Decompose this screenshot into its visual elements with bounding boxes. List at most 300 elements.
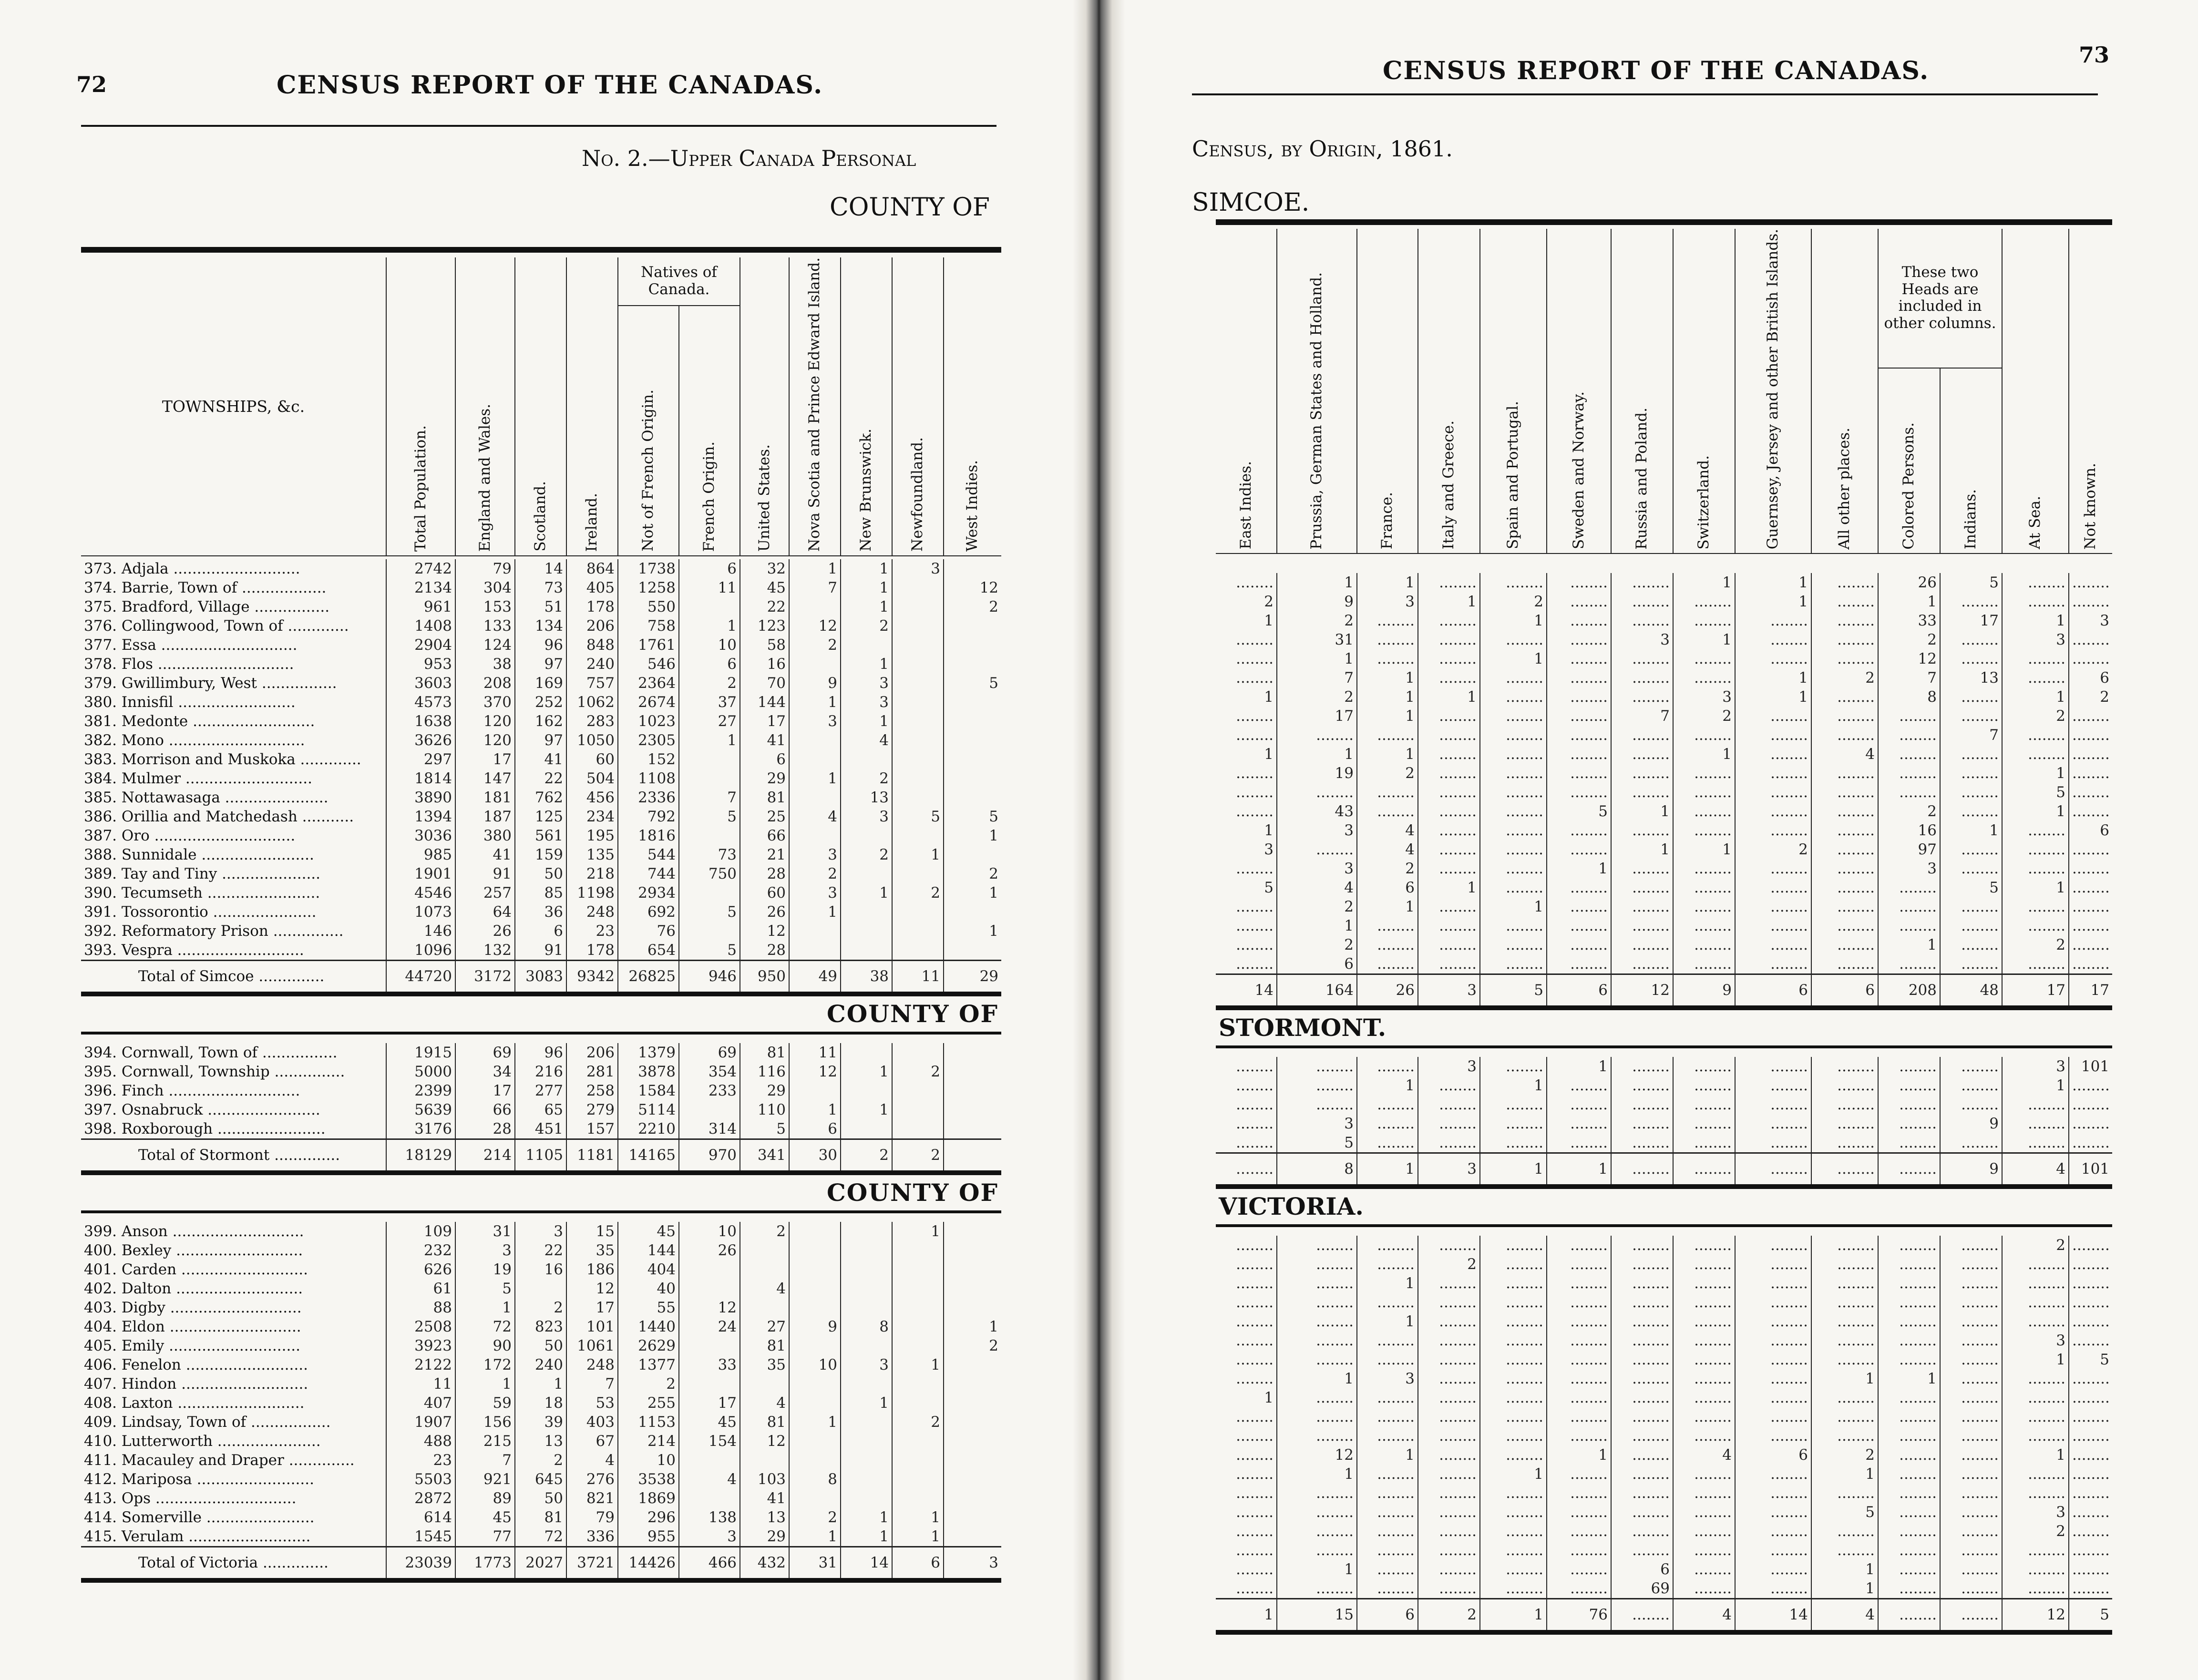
cell: ........ [1547,1350,1611,1369]
cell: ........ [1547,1465,1611,1484]
cell: ........ [1418,954,1480,974]
table-row [81,635,1001,655]
table-row [1216,1312,2112,1331]
cell: ........ [1236,1465,1274,1483]
cell: ........ [1811,859,1878,878]
cell: 1 [1277,573,1357,592]
cell: 81 [740,1336,789,1355]
cell: 1 [2002,611,2069,630]
cell [944,616,1001,635]
cell: ........ [1811,1522,1878,1541]
cell: ........ [1735,1350,1811,1369]
cell: ........ [1673,783,1735,802]
total-cell: ........ [1735,1153,1811,1187]
cell: ........ [1547,1407,1611,1426]
cell: ........ [1480,1541,1547,1560]
cell: ........ [1547,1484,1611,1503]
cell: ........ [1611,1236,1673,1255]
cell: ........ [1236,1504,1274,1521]
total-cell: 214 [455,1139,515,1173]
cell: 3603 [386,674,455,693]
cell: 91 [455,864,515,883]
cell: ........ [1673,1312,1735,1331]
cell [892,1432,944,1451]
cell: ........ [1811,630,1878,649]
total-cell: 30 [789,1139,841,1173]
cell: ........ [1480,1255,1547,1274]
cell: ........ [1673,1255,1735,1274]
cell: ........ [1547,840,1611,859]
cell: 8 [1878,687,1940,707]
cell: 3 [2002,1057,2069,1076]
cell: ........ [2069,1560,2112,1579]
cell: ........ [1811,592,1878,611]
cell: 3 [1357,592,1418,611]
cell: 50 [515,1489,566,1508]
cell [789,1432,841,1451]
cell: ........ [1418,1293,1480,1312]
cell [892,1336,944,1355]
cell: ........ [1277,1076,1357,1095]
left-running-head: CENSUS REPORT OF THE CANADAS. [277,71,823,100]
cell: 3036 [386,826,455,845]
cell: ........ [1940,1579,2002,1599]
cell: 89 [455,1489,515,1508]
cell: ........ [1418,897,1480,916]
cell: 1 [515,1374,566,1393]
cell: 172 [455,1355,515,1374]
cell: ........ [1673,1331,1735,1350]
cell: ........ [1940,745,2002,764]
cell: 1440 [618,1317,679,1336]
cell: ........ [1547,935,1611,954]
cell: 88 [386,1298,455,1317]
cell: ........ [1735,611,1811,630]
cell: 2 [2069,687,2112,707]
cell [944,1043,1001,1062]
cell [944,845,1001,864]
cell: ........ [1735,1114,1811,1133]
cell: 215 [455,1432,515,1451]
left-page [0,0,1073,1680]
cell: ........ [1811,1274,1878,1293]
total-cell: 3 [1418,974,1480,1008]
cell [740,1298,789,1317]
cell: 1 [1357,897,1418,916]
header-col-2 [1357,229,1418,553]
cell: 1 [944,1317,1001,1336]
header-col-2 [515,257,566,556]
cell: 29 [740,1527,789,1547]
cell: 69 [455,1043,515,1062]
cell [841,1119,892,1139]
cell: ........ [1811,1293,1878,1312]
cell [944,693,1001,712]
cell: 6 [789,1119,841,1139]
cell: 3626 [386,731,455,750]
cell [892,750,944,769]
township-name: 389. Tay and Tiny ..................... [84,865,320,883]
right-page-number: 73 [2079,42,2110,68]
cell: ........ [2069,1579,2112,1599]
cell: ........ [1418,821,1480,840]
cell: 5 [944,807,1001,826]
township-name: 378. Flos ............................. [84,656,294,673]
cell: ........ [1236,1408,1274,1426]
cell: 488 [386,1432,455,1451]
cell: ........ [1277,1426,1357,1445]
cell: ........ [1878,1293,1940,1312]
cell: ........ [1277,783,1357,802]
cell: 37 [679,693,740,712]
cell: ........ [1878,1579,1940,1599]
cell: ........ [1418,573,1480,592]
total-row [1216,1599,2112,1633]
cell: ........ [1236,1580,1274,1598]
header-col-label: Not known. [2082,462,2099,550]
total-cell: 101 [2069,1153,2112,1187]
table-row [1216,573,2112,592]
cell: ........ [1673,1465,1735,1484]
header-col-9 [892,257,944,556]
cell [944,1489,1001,1508]
table-row [81,731,1001,750]
cell: 248 [566,1355,618,1374]
cell: 985 [386,845,455,864]
cell: ........ [1940,1407,2002,1426]
cell: 208 [455,674,515,693]
cell: 1 [1277,1560,1357,1579]
cell: 2 [679,674,740,693]
cell [892,1374,944,1393]
cell: 97 [515,731,566,750]
cell: ........ [1418,1407,1480,1426]
total-cell: 49 [789,961,841,994]
cell: ........ [2002,1426,2069,1445]
cell: ........ [1357,726,1418,745]
total-cell: 12 [2002,1599,2069,1633]
cell: 380 [455,826,515,845]
cell: ........ [1878,1465,1940,1484]
cell: ........ [1418,630,1480,649]
township-name: 383. Morrison and Muskoka ............. [84,751,361,768]
cell: ........ [1480,1057,1547,1076]
cell: 1 [1418,592,1480,611]
cell [892,597,944,616]
cell: 2 [841,769,892,788]
cell: 72 [515,1527,566,1547]
cell: ........ [1611,897,1673,916]
cell: ........ [1547,1095,1611,1114]
cell: ........ [1735,821,1811,840]
cell: 25 [740,807,789,826]
cell: ........ [1878,1133,1940,1153]
cell: ........ [1236,1351,1274,1369]
total-cell: 14426 [618,1547,679,1581]
cell: ........ [1418,707,1480,726]
township-name: 376. Collingwood, Town of ............. [84,617,349,635]
cell: ........ [1547,726,1611,745]
cell: 22 [515,1241,566,1260]
cell [892,655,944,674]
cell [944,902,1001,922]
cell: ........ [1357,1331,1418,1350]
cell: ........ [1480,1522,1547,1541]
cell: ........ [1547,1388,1611,1407]
cell: ........ [1878,1522,1940,1541]
cell: 1 [1418,878,1480,897]
cell: 1 [841,712,892,731]
cell: 1 [841,1527,892,1547]
total-cell: 466 [679,1547,740,1581]
cell: ........ [1357,935,1418,954]
cell: ........ [1811,726,1878,745]
total-cell: 2027 [515,1547,566,1581]
right-caption-line2: SIMCOE. [1192,188,1310,217]
cell: 81 [740,1043,789,1062]
cell: 7 [455,1451,515,1470]
cell: 2 [1277,611,1357,630]
cell: 1901 [386,864,455,883]
cell: ........ [2002,726,2069,745]
cell: 404 [618,1260,679,1279]
cell: ........ [1878,1331,1940,1350]
cell: 59 [455,1393,515,1413]
cell: 3 [1611,630,1673,649]
cell: ........ [1236,1313,1274,1331]
cell: ........ [1611,1095,1673,1114]
header-col-label: Guernsey, Jersey and other British Islands. [1764,229,1782,550]
total-cell: 31 [789,1547,841,1581]
cell: 2674 [618,693,679,712]
cell: ........ [1611,1388,1673,1407]
cell: 35 [566,1241,618,1260]
total-cell: 2 [1418,1599,1480,1633]
cell: ........ [1940,1076,2002,1095]
cell: 103 [740,1470,789,1489]
cell: ........ [1940,707,2002,726]
cell: ........ [1611,1114,1673,1133]
cell: ........ [2069,1331,2112,1350]
cell: 5 [1277,1133,1357,1153]
cell: ........ [1418,1095,1480,1114]
total-cell: 2 [841,1139,892,1173]
cell [892,578,944,597]
cell [892,1119,944,1139]
cell: ........ [1480,1312,1547,1331]
cell [789,655,841,674]
cell: 154 [679,1432,740,1451]
cell: ........ [1480,821,1547,840]
cell: ........ [2069,726,2112,745]
cell: 2904 [386,635,455,655]
cell: 1 [2002,764,2069,783]
table-row [1216,745,2112,764]
cell: ........ [1547,1076,1611,1095]
cell: 5 [740,1119,789,1139]
total-cell: 11 [892,961,944,994]
cell: ........ [1611,1503,1673,1522]
cell: 22 [515,769,566,788]
cell: ........ [1277,1255,1357,1274]
cell: 1 [892,1508,944,1527]
cell: 2 [2002,935,2069,954]
cell: ........ [1357,1484,1418,1503]
table-row [1216,611,2112,630]
cell: 1907 [386,1413,455,1432]
cell [944,941,1001,961]
cell: 961 [386,597,455,616]
township-name: 413. Ops .............................. [84,1490,297,1507]
cell: ........ [1940,1560,2002,1579]
cell: 73 [515,578,566,597]
cell: 8 [789,1470,841,1489]
cell: 1 [789,1100,841,1119]
cell: 1 [1357,1274,1418,1293]
cell: ........ [1418,916,1480,935]
cell: ........ [1480,1350,1547,1369]
cell: 1 [1357,1312,1418,1331]
cell: 1 [1611,802,1673,821]
cell: 125 [515,807,566,826]
table-row [1216,840,2112,859]
cell: ........ [2069,649,2112,668]
cell: 31 [1277,630,1357,649]
cell: ........ [1940,649,2002,668]
cell: ........ [1547,630,1611,649]
cell: ........ [1940,1388,2002,1407]
cell: 1 [1418,687,1480,707]
cell: 561 [515,826,566,845]
cell: 27 [679,712,740,731]
cell [679,1260,740,1279]
total-cell: 5 [1480,974,1547,1008]
table-row [81,1451,1001,1470]
cell: 97 [1878,840,1940,859]
table-row [81,1527,1001,1547]
cell: 13 [841,788,892,807]
cell: ........ [2069,1114,2112,1133]
cell: 2 [1418,1255,1480,1274]
cell: 3 [1264,841,1274,859]
cell: ........ [1418,1426,1480,1445]
cell: 32 [740,559,789,578]
cell [944,635,1001,655]
cell: ........ [1735,916,1811,935]
cell: ........ [1480,1236,1547,1255]
cell: ........ [1611,1076,1673,1095]
cell [679,597,740,616]
cell: 1 [1673,745,1735,764]
header-col-label: Ireland. [583,492,601,552]
township-name: 381. Medonte .......................... [84,713,315,730]
cell: 1 [1480,897,1547,916]
header-col-12 [2002,229,2069,553]
cell [841,1260,892,1279]
cell [892,1451,944,1470]
township-name: 398. Roxborough ....................... [84,1120,326,1138]
cell: ........ [1811,649,1878,668]
cell: 5 [679,807,740,826]
cell: 60 [740,883,789,902]
cell: 53 [566,1393,618,1413]
cell: ........ [1878,1541,1940,1560]
township-name: 380. Innisfil ......................... [84,694,296,711]
cell: ........ [1673,1579,1735,1599]
cell: 15 [566,1222,618,1241]
cell: ........ [1673,1133,1735,1153]
cell: ........ [1811,1484,1878,1503]
cell: ........ [1940,1312,2002,1331]
header-col-13 [2069,229,2112,553]
cell: ........ [1418,1388,1480,1407]
cell: 43 [1277,802,1357,821]
cell: 19 [455,1260,515,1279]
cell: ........ [2002,649,2069,668]
cell: 2 [740,1222,789,1241]
cell: ........ [1673,668,1735,687]
total-cell: 1 [1480,1153,1547,1187]
header-col-label: West Indies. [964,460,981,552]
cell [789,1241,841,1260]
cell: ........ [2069,1076,2112,1095]
cell: ........ [2069,916,2112,935]
cell: ........ [2002,592,2069,611]
township-name: 404. Eldon ............................ [84,1318,301,1336]
cell: 2 [1277,687,1357,707]
cell: 1 [1547,1445,1611,1465]
cell: ........ [1547,1236,1611,1255]
cell: 5000 [386,1062,455,1081]
table-row [81,1279,1001,1298]
cell: 3 [1277,821,1357,840]
cell: 216 [515,1062,566,1081]
cell: 64 [455,902,515,922]
cell: ........ [1547,687,1611,707]
table-row [1216,935,2112,954]
cell: ........ [1547,1541,1611,1560]
cell: ........ [1418,1312,1480,1331]
cell [944,712,1001,731]
cell: ........ [1611,1274,1673,1293]
table-row [81,1413,1001,1432]
cell: ........ [1673,916,1735,935]
cell: ........ [1480,802,1547,821]
cell: ........ [1735,1503,1811,1522]
cell: ........ [1277,1312,1357,1331]
cell: ........ [1735,954,1811,974]
cell: 72 [455,1317,515,1336]
cell: ........ [1236,765,1274,782]
cell [944,655,1001,674]
cell: 1638 [386,712,455,731]
cell [740,1451,789,1470]
cell [892,902,944,922]
cell: 1 [841,1393,892,1413]
cell: 1 [1277,1369,1357,1388]
cell [679,826,740,845]
cell [841,1241,892,1260]
cell: 120 [455,712,515,731]
cell: 181 [455,788,515,807]
table-row [81,883,1001,902]
cell: 277 [515,1081,566,1100]
total-cell: ........ [1940,1599,2002,1633]
cell: ........ [1418,1133,1480,1153]
cell: 11 [789,1043,841,1062]
table-row [81,674,1001,693]
header-col-6 [1611,229,1673,553]
